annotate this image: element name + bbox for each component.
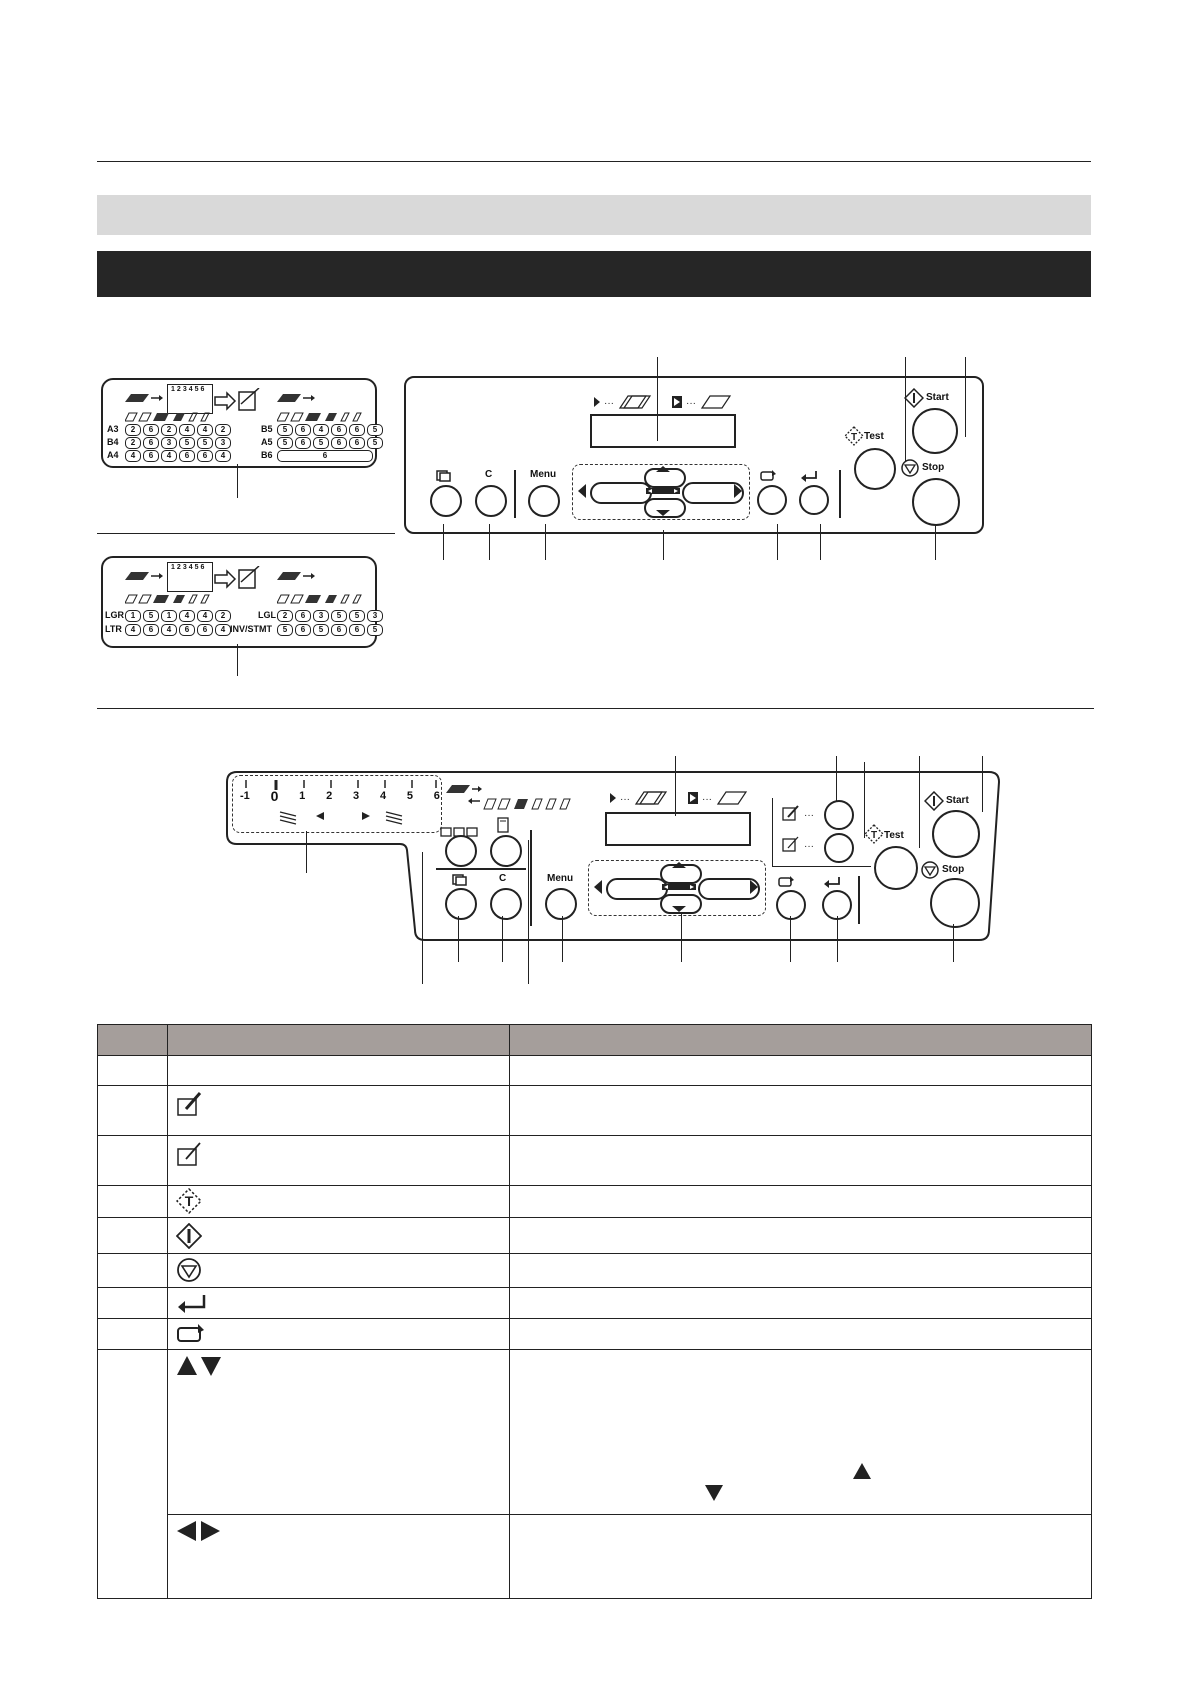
paper-stack-icon bbox=[123, 392, 163, 406]
cell: 6 bbox=[197, 624, 213, 636]
cell: 5 bbox=[197, 437, 213, 449]
cell: 5 bbox=[313, 437, 329, 449]
write-1-button[interactable] bbox=[824, 800, 854, 830]
left-right-arrows-icon bbox=[176, 1520, 222, 1542]
reset-button[interactable] bbox=[776, 890, 806, 920]
cell: 3 bbox=[367, 610, 383, 622]
lcd-display bbox=[590, 414, 736, 448]
down-arrow-icon bbox=[704, 1484, 724, 1502]
cell: 5 bbox=[277, 424, 293, 436]
vertical-divider bbox=[514, 470, 516, 518]
cell: 5 bbox=[277, 437, 293, 449]
arrow-cluster-glyphs bbox=[576, 466, 746, 518]
paper-chart-panel-metric bbox=[101, 378, 377, 468]
density-num: 1 bbox=[299, 790, 306, 802]
wide-cell: 6 bbox=[277, 450, 373, 462]
leader-line bbox=[919, 756, 920, 848]
paper-chart-panel-imperial bbox=[101, 556, 377, 648]
paper-row bbox=[277, 424, 383, 436]
reset-button[interactable] bbox=[757, 485, 787, 515]
cell: 6 bbox=[179, 624, 195, 636]
arrow-to-tray-icon bbox=[213, 566, 261, 592]
cell: 4 bbox=[197, 424, 213, 436]
cell: 6 bbox=[331, 424, 347, 436]
cell: 6 bbox=[143, 450, 159, 462]
cell: 5 bbox=[367, 437, 383, 449]
stop-icon bbox=[176, 1257, 202, 1283]
write-icon bbox=[176, 1091, 204, 1117]
leader-line bbox=[681, 914, 682, 962]
leader-line bbox=[528, 840, 529, 984]
paper-row bbox=[277, 437, 383, 449]
paper-types-icons bbox=[125, 412, 215, 422]
stop-icon bbox=[920, 860, 940, 880]
paper-size-label: LTR bbox=[105, 624, 122, 634]
scale-num: 4 bbox=[188, 386, 193, 393]
cell: 6 bbox=[295, 424, 311, 436]
leader-line bbox=[489, 524, 490, 560]
menu-button-label: Menu bbox=[547, 873, 574, 884]
paper-row bbox=[125, 450, 231, 462]
cell: 6 bbox=[295, 610, 311, 622]
leader-line bbox=[836, 756, 837, 802]
leader-line bbox=[458, 916, 459, 962]
start-icon bbox=[904, 388, 924, 408]
stop-button[interactable] bbox=[912, 478, 960, 526]
cell: 1 bbox=[161, 610, 177, 622]
cell: 4 bbox=[161, 624, 177, 636]
enter-icon bbox=[176, 1293, 208, 1313]
leader-line bbox=[663, 530, 664, 560]
svg-text:···: ··· bbox=[604, 398, 614, 409]
table-row bbox=[98, 1136, 1092, 1186]
start-icon bbox=[924, 791, 944, 811]
cell: 2 bbox=[215, 424, 231, 436]
table-row bbox=[98, 1515, 1092, 1599]
density-ticks bbox=[240, 780, 440, 830]
cell: 3 bbox=[215, 437, 231, 449]
table-row bbox=[98, 1056, 1092, 1086]
paper-size-label: A5 bbox=[261, 437, 273, 447]
svg-text:···: ··· bbox=[804, 841, 814, 852]
cell: 4 bbox=[125, 450, 141, 462]
document-button[interactable] bbox=[490, 835, 522, 867]
leader-line bbox=[965, 357, 966, 437]
leader-line bbox=[422, 852, 423, 984]
paper-size-label: A4 bbox=[107, 450, 119, 460]
paper-types-icons bbox=[277, 594, 367, 604]
scale-num: 5 bbox=[194, 564, 199, 571]
scale-num: 6 bbox=[200, 386, 205, 393]
paper-stack-icon bbox=[275, 570, 315, 584]
cell: 4 bbox=[215, 624, 231, 636]
cell: 4 bbox=[313, 424, 329, 436]
cell: 6 bbox=[197, 450, 213, 462]
cell: 6 bbox=[143, 424, 159, 436]
start-button-label: Start bbox=[946, 795, 969, 806]
density-num: 6 bbox=[433, 790, 440, 802]
cell: 4 bbox=[215, 450, 231, 462]
scale-num: 5 bbox=[194, 386, 199, 393]
svg-text:T: T bbox=[184, 1193, 194, 1209]
leader-line bbox=[790, 916, 791, 962]
cell: 2 bbox=[125, 437, 141, 449]
write-icon bbox=[782, 805, 822, 823]
button-description-table bbox=[97, 1024, 1092, 1599]
header-cell bbox=[510, 1025, 1092, 1056]
cell: 5 bbox=[143, 610, 159, 622]
cell: 4 bbox=[179, 610, 195, 622]
paper-size-label: LGL bbox=[258, 610, 276, 620]
cell: 3 bbox=[161, 437, 177, 449]
cell: 2 bbox=[161, 424, 177, 436]
cell: 6 bbox=[143, 437, 159, 449]
density-num: 0 bbox=[270, 788, 279, 804]
leader-line bbox=[443, 524, 444, 560]
up-arrow-icon bbox=[852, 1462, 872, 1480]
scale-num: 1 bbox=[171, 564, 175, 571]
leader-line bbox=[837, 916, 838, 962]
paper-row bbox=[277, 610, 383, 622]
horizontal-divider bbox=[436, 868, 526, 870]
lcd-mode-icons bbox=[590, 394, 750, 410]
test-icon bbox=[864, 824, 884, 844]
scale-num: 3 bbox=[182, 386, 187, 393]
vertical-divider bbox=[858, 876, 860, 924]
leader-line bbox=[820, 524, 821, 560]
copies-icon bbox=[436, 470, 452, 482]
start-button-label: Start bbox=[926, 392, 949, 403]
leader-line bbox=[545, 524, 546, 560]
cell: 4 bbox=[179, 424, 195, 436]
cell: 2 bbox=[125, 424, 141, 436]
cell: 5 bbox=[367, 624, 383, 636]
enter-icon bbox=[799, 470, 819, 482]
svg-text:T: T bbox=[870, 830, 878, 841]
svg-text:···: ··· bbox=[804, 810, 814, 821]
up-down-arrows-icon bbox=[176, 1355, 222, 1377]
c-button-label: C bbox=[485, 469, 493, 480]
leader-line bbox=[237, 464, 238, 498]
paper-row bbox=[125, 424, 231, 436]
arrow-to-tray-icon bbox=[213, 388, 261, 414]
test-button[interactable] bbox=[854, 448, 896, 490]
section-rule bbox=[97, 708, 1094, 709]
cell: 5 bbox=[277, 624, 293, 636]
stop-button-label: Stop bbox=[922, 462, 945, 473]
paper-size-button[interactable] bbox=[445, 835, 477, 867]
scale-numbers bbox=[171, 386, 204, 393]
leader-line bbox=[675, 756, 676, 816]
paper-types-icons bbox=[277, 412, 367, 422]
test-icon bbox=[844, 426, 864, 446]
stop-button[interactable] bbox=[930, 878, 980, 928]
table-row bbox=[98, 1288, 1092, 1319]
scale-num: 1 bbox=[171, 386, 175, 393]
scale-numbers bbox=[171, 564, 204, 571]
section-black-bar bbox=[97, 251, 1091, 297]
cell: 6 bbox=[349, 437, 365, 449]
clear-button[interactable] bbox=[490, 888, 522, 920]
leader-line bbox=[657, 357, 658, 441]
test-button[interactable] bbox=[874, 846, 918, 890]
svg-text:···: ··· bbox=[686, 398, 696, 409]
paper-row bbox=[125, 624, 231, 636]
write-icon-2 bbox=[176, 1141, 204, 1167]
control-panel-1 bbox=[404, 376, 984, 534]
svg-text:···: ··· bbox=[702, 794, 712, 805]
divider-rule bbox=[97, 533, 395, 534]
cell: 6 bbox=[349, 624, 365, 636]
cell: 6 bbox=[179, 450, 195, 462]
density-num: 4 bbox=[379, 790, 387, 802]
density-num: 3 bbox=[353, 790, 360, 802]
doc-icon bbox=[496, 816, 510, 834]
paper-size-label: B4 bbox=[107, 437, 119, 447]
start-button[interactable] bbox=[932, 810, 980, 858]
paper-size-label: A3 bbox=[107, 424, 119, 434]
cell: 6 bbox=[331, 437, 347, 449]
cell: 6 bbox=[143, 624, 159, 636]
cell: 2 bbox=[215, 610, 231, 622]
paper-size-label: INV/STMT bbox=[230, 624, 272, 634]
leader-line bbox=[237, 644, 238, 676]
cell: 1 bbox=[125, 610, 141, 622]
test-button-label: Test bbox=[864, 431, 884, 442]
paper-size-label: B6 bbox=[261, 450, 273, 460]
enter-button[interactable] bbox=[799, 485, 829, 515]
leader-line bbox=[502, 916, 503, 962]
svg-text:···: ··· bbox=[620, 794, 630, 805]
stop-icon bbox=[900, 458, 920, 478]
arrow-cluster-glyphs bbox=[592, 862, 762, 914]
clear-button[interactable] bbox=[475, 485, 507, 517]
cell: 5 bbox=[313, 624, 329, 636]
cell: 5 bbox=[179, 437, 195, 449]
svg-text:T: T bbox=[850, 432, 858, 443]
cell: 3 bbox=[313, 610, 329, 622]
test-button-label: Test bbox=[884, 830, 904, 841]
paper-row bbox=[125, 437, 231, 449]
table-row bbox=[98, 1086, 1092, 1136]
leader-line bbox=[953, 924, 954, 962]
table-header-row bbox=[98, 1025, 1092, 1056]
scale-num: 6 bbox=[200, 564, 205, 571]
scale-num: 4 bbox=[188, 564, 193, 571]
reset-icon bbox=[760, 470, 778, 482]
top-rule bbox=[97, 161, 1091, 162]
reset-icon bbox=[778, 876, 796, 888]
density-num: 2 bbox=[326, 790, 333, 802]
cell: 4 bbox=[161, 450, 177, 462]
header-cell bbox=[167, 1025, 509, 1056]
header-cell bbox=[98, 1025, 168, 1056]
table-row bbox=[98, 1254, 1092, 1288]
cell: 6 bbox=[349, 424, 365, 436]
cell: 6 bbox=[295, 624, 311, 636]
stop-button-label: Stop bbox=[942, 864, 965, 875]
scale-num: 2 bbox=[176, 386, 181, 393]
copies-icon bbox=[452, 874, 468, 886]
paper-size-label: LGR bbox=[105, 610, 124, 620]
write-2-button[interactable] bbox=[824, 833, 854, 863]
lcd-display bbox=[605, 812, 751, 846]
leader-line bbox=[562, 916, 563, 962]
table-row bbox=[98, 1186, 1092, 1218]
paper-row bbox=[125, 610, 231, 622]
density-num: 5 bbox=[406, 790, 413, 802]
paper-stack-icon bbox=[123, 570, 163, 584]
paper-size-label: B5 bbox=[261, 424, 273, 434]
leader-line bbox=[306, 831, 307, 873]
paper-row bbox=[277, 624, 383, 636]
paper-stack-icon bbox=[275, 392, 315, 406]
start-icon bbox=[176, 1223, 202, 1249]
vertical-divider bbox=[530, 830, 532, 926]
leader-line bbox=[777, 524, 778, 560]
write-icon-2 bbox=[782, 836, 822, 854]
copies-button[interactable] bbox=[430, 485, 462, 517]
density-num: -1 bbox=[240, 790, 250, 802]
section-gray-bar bbox=[97, 195, 1091, 235]
cell: 2 bbox=[277, 610, 293, 622]
cell: 6 bbox=[331, 624, 347, 636]
c-button-label: C bbox=[499, 873, 507, 884]
cell: 6 bbox=[295, 437, 311, 449]
cell: 5 bbox=[367, 424, 383, 436]
scale-num: 3 bbox=[182, 564, 187, 571]
leader-line bbox=[982, 756, 983, 812]
paper-feed-icons bbox=[444, 783, 594, 813]
leader-line bbox=[905, 357, 906, 461]
lcd-mode-icons bbox=[606, 790, 766, 806]
start-button[interactable] bbox=[912, 408, 958, 454]
menu-button-label: Menu bbox=[530, 469, 557, 480]
menu-button[interactable] bbox=[528, 485, 560, 517]
cell: 5 bbox=[349, 610, 365, 622]
table-row bbox=[98, 1350, 1092, 1515]
table-row bbox=[98, 1218, 1092, 1254]
cell: 5 bbox=[331, 610, 347, 622]
leader-line bbox=[935, 524, 936, 560]
reset-icon bbox=[176, 1324, 208, 1344]
scale-num: 2 bbox=[176, 564, 181, 571]
cell: 4 bbox=[125, 624, 141, 636]
table-row bbox=[98, 1319, 1092, 1350]
enter-icon bbox=[822, 876, 842, 888]
cell: 4 bbox=[197, 610, 213, 622]
copies-button[interactable] bbox=[445, 888, 477, 920]
leader-line bbox=[864, 762, 865, 838]
paper-types-icons bbox=[125, 594, 215, 604]
test-icon bbox=[176, 1188, 202, 1214]
vertical-divider bbox=[839, 470, 841, 518]
menu-button[interactable] bbox=[545, 888, 577, 920]
